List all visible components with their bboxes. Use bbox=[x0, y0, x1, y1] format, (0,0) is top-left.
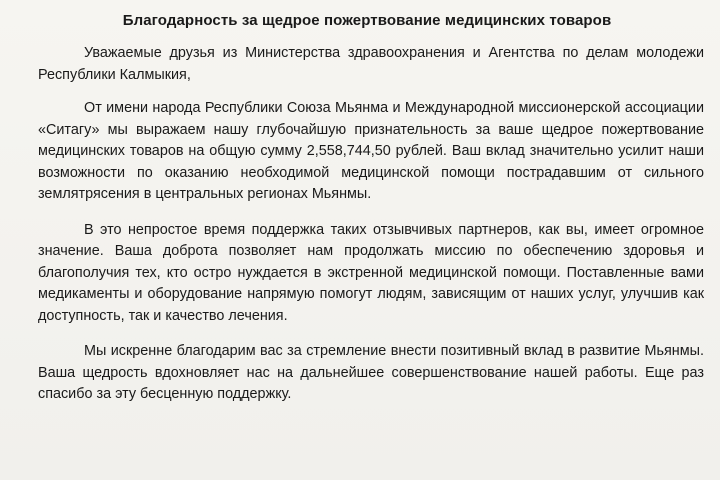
letter-paragraph-2: В это непростое время поддержка таких отзывчивых партнеров, как вы, имеет огромное значение. Ваша доброта позволяет нам продолжать миссию по обеспечению здоровья и благополучия тех, кто остро нуждается в экстренной медицинской помощи. Поставленные вами медикаменты и оборудование напрямую помогут людям, зависящим от наших услуг, улучшив как доступность, так и качество лечения. bbox=[38, 221, 704, 324]
letter-greeting: Уважаемые друзья из Министерства здравоохранения и Агентства по делам молодежи Республики Калмыкия, bbox=[38, 45, 704, 83]
letter-paragraph-1: От имени народа Республики Союза Мьянма и Международной миссионерской ассоциации «Ситагу» мы выражаем нашу глубочайшую признательность за ваше щедрое пожертвование медицинских товаров на общую сумму 2,558,744,50 рублей. Ваш вклад значительно усилит наши возможности по оказанию необходимой медицинской помощи пострадавшим от сильного землятрясения в центральных регионах Мьянмы. bbox=[38, 100, 704, 202]
letter-paragraph-3: Мы искренне благодарим вас за стремление внести позитивный вклад в развитие Мьянмы. Ваша щедрость вдохновляет нас на дальнейшее совершенствование нашей работы. Еще раз спасибо за эту бесценную поддержку. bbox=[38, 343, 704, 402]
letter-title: Благодарность за щедрое пожертвование медицинских товаров bbox=[122, 12, 612, 29]
